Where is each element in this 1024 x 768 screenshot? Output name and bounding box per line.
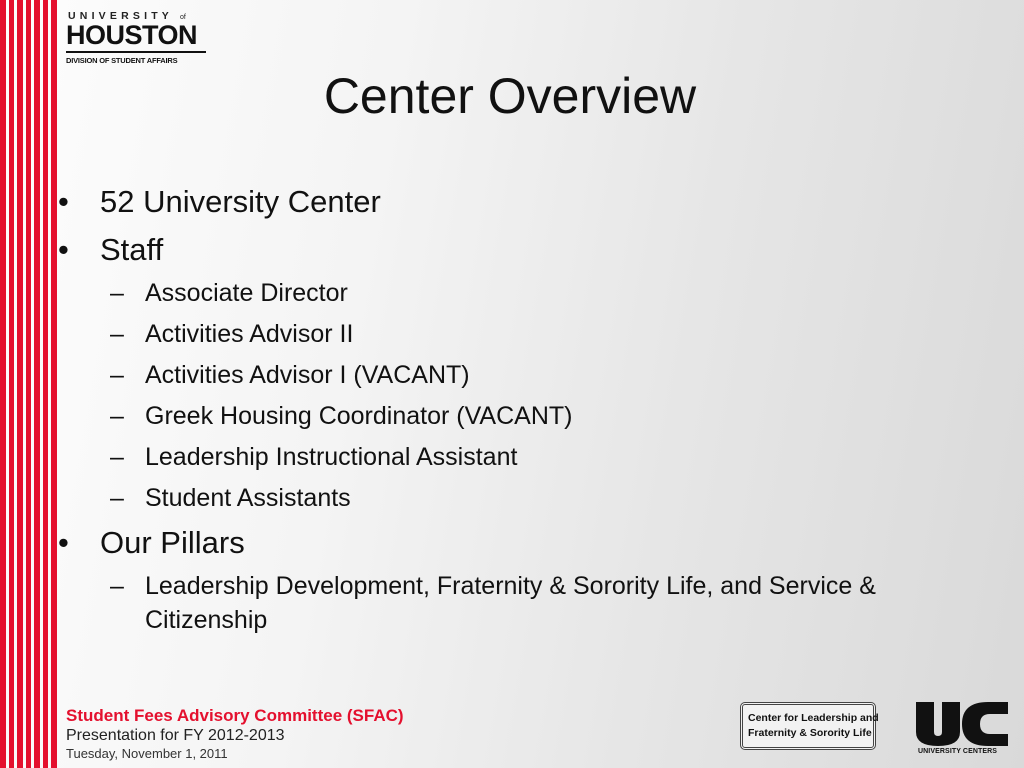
sub-bullet: – Activities Advisor II xyxy=(110,320,354,348)
bullet-location: • 52 University Center xyxy=(58,182,978,222)
bullet-staff: • Staff – Associate Director – Activities Advisor II – Activities Advisor I (VACANT) – Greek Housing Coordinator (VACANT) – Leadership Instructional Assistant – Student Assistants xyxy=(58,230,978,515)
footer-sfac xyxy=(66,706,586,762)
bullet-marker: • xyxy=(58,232,69,267)
bullet-marker: • xyxy=(58,184,69,219)
left-stripes-decoration xyxy=(0,0,62,768)
sub-bullet: – Associate Director xyxy=(110,279,348,307)
bullet-marker: • xyxy=(58,525,69,560)
bullet-list xyxy=(58,182,978,645)
sub-bullet: – Activities Advisor I (VACANT) xyxy=(110,361,470,389)
sub-bullet: – Greek Housing Coordinator (VACANT) xyxy=(110,402,573,430)
logo-rule xyxy=(66,51,206,53)
logo-houston: HOUSTON xyxy=(66,20,198,50)
slide-title: Center Overview xyxy=(323,68,697,124)
logo-division: DIVISION OF STUDENT AFFAIRS xyxy=(66,56,178,65)
footer-presentation: Presentation for FY 2012-2013 xyxy=(66,727,285,744)
sub-bullet: – Leadership Instructional Assistant xyxy=(110,443,518,471)
university-centers-logo: UNIVERSITY CENTERS xyxy=(914,700,1014,760)
footer-date: Tuesday, November 1, 2011 xyxy=(66,746,228,761)
bullet-pillars: • Our Pillars – Leadership Development, Fraternity & Sorority Life, and Service & Citizenship xyxy=(58,523,978,637)
university-of-houston-logo xyxy=(66,10,208,66)
sub-bullet: – Leadership Development, Fraternity & Sorority Life, and Service & Citizenship xyxy=(110,572,876,634)
logo-top-line: UNIVERSITY of xyxy=(68,10,186,22)
footer-committee: Student Fees Advisory Committee (SFAC) xyxy=(66,706,404,725)
center-for-leadership-logo: Center for Leadership and Fraternity & Sorority Life xyxy=(740,702,880,754)
uc-logo-icon xyxy=(914,700,1010,748)
sub-bullet: – Student Assistants xyxy=(110,484,351,512)
